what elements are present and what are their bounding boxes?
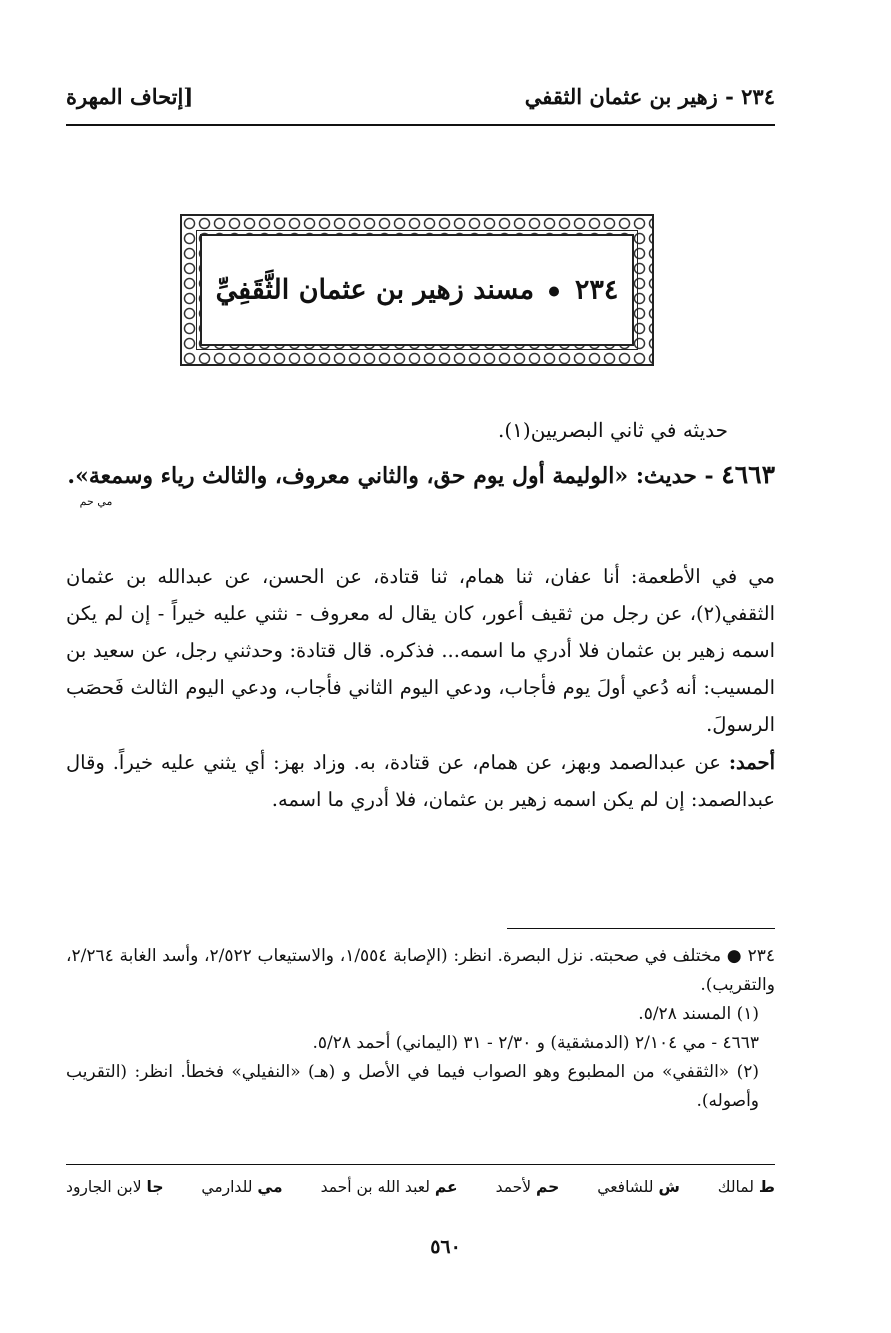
hadith-label: - حديث: (635, 463, 714, 489)
footnote: (١) المسند ٥/٢٨. (638, 1004, 759, 1024)
source-name: أحمد: (728, 751, 775, 774)
legend-item: ط لمالك (717, 1178, 775, 1196)
musnad-title (202, 275, 632, 306)
footnote: (٢) «الثقفي» من المطبوع وهو الصواب فيما في الأصل و (هـ) «النفيلي» فخطأ. انظر: (التقريب وأصوله). (66, 1062, 759, 1111)
legend-item: ش للشافعي (597, 1178, 680, 1196)
bullet-icon (549, 286, 559, 296)
legend-item: مي للدارمي (201, 1178, 283, 1196)
header-divider (66, 124, 775, 126)
footnote: ٢٣٤ ● مختلف في صحبته. نزل البصرة. انظر: (الإصابة ١/٥٥٤، والاستيعاب ٢/٥٢٢، وأسد الغابة ٢/٢٦٤، والتقريب). (66, 946, 775, 995)
footnote: ٤٦٦٣ - مي ٢/١٠٤ (الدمشقية) و ٢/٣٠ - ٣١ (اليماني) أحمد ٥/٢٨. (312, 1033, 759, 1053)
hadith-intro: حديثه في ثاني البصريين(١). (498, 418, 728, 442)
musnad-name: مسند زهير بن عثمان الثَّقَفِيِّ (215, 274, 535, 306)
footnotes (66, 942, 775, 1116)
legend-item: حم لأحمد (495, 1178, 560, 1196)
source-markers: مي حم (79, 495, 113, 508)
book-title: [إتحاف المهرة (66, 84, 194, 109)
isnad-paragraph-darimi: مي في الأطعمة: أنا عفان، ثنا همام، ثنا قتادة، عن الحسن، عن عبدالله بن عثمان الثقفي(٢)، عن رجل من ثقيف أعور، كان يقال له معروف - نثني عليه خيراً - إن لم يكن اسمه زهير بن عثمان فلا أدري ما اسمه... فذكره. قال قتادة: وحدثني رجل، عن سعيد بن المسيب: أنه دُعي أولَ يوم فأجاب، ودعي اليوم الثاني فأجاب، ودعي اليوم الثالث فَحصَب الرسولَ. (66, 565, 775, 736)
chapter-heading: ٢٣٤ - زهير بن عثمان الثقفي (524, 84, 775, 109)
abbreviation-legend (66, 1178, 775, 1196)
hadith-number: ٤٦٦٣ (721, 460, 775, 489)
running-header (66, 78, 775, 118)
isnad-text: عن عبدالصمد وبهز، عن همام، عن قتادة، به. وزاد بهز: أي يثني عليه خيراً. وقال عبدالصمد: إن لم يكن اسمه زهير بن عثمان، فلا أدري ما اسمه. (66, 751, 775, 811)
hadith-text (66, 458, 775, 493)
legend-item: عم لعبد الله بن أحمد (320, 1178, 458, 1196)
legend-item: جا لابن الجارود (66, 1178, 164, 1196)
hadith-matn: «الوليمة أول يوم حق، والثاني معروف، والثالث رياء وسمعة». (67, 463, 629, 489)
page-number: ٥٦٠ (430, 1236, 461, 1258)
isnad-paragraph-ahmad (66, 744, 775, 818)
ornamental-frame (180, 214, 654, 366)
frame-inner (200, 234, 634, 346)
footnote-divider (507, 928, 775, 929)
legend-divider (66, 1164, 775, 1165)
musnad-number: ٢٣٤ (574, 274, 619, 306)
